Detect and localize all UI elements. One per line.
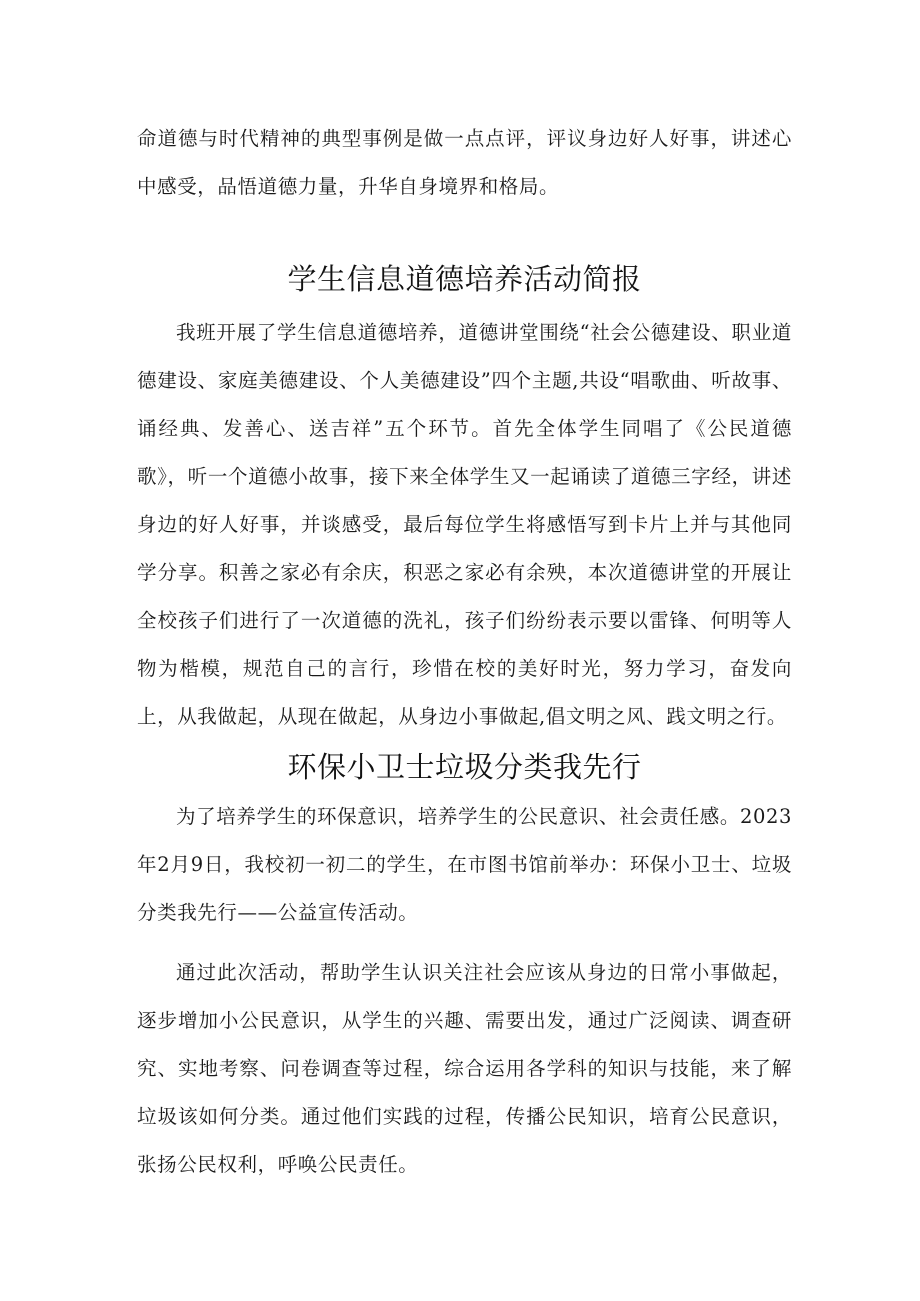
section-paragraph-moral-education: 我班开展了学生信息道德培养，道德讲堂围绕“社会公德建设、职业道德建设、家庭美德建设、个人美德建设”四个主题,共设“唱歌曲、听故事、诵经典、发善心、送吉祥”五个环节。首先全体学生同唱了《公民道德歌》，听一个道德小故事，接下来全体学生又一起诵读了道德三字经，讲述身边的好人好事，并谈感受，最后每位学生将感悟写到卡片上并与其他同学分享。积善之家必有余庆，积恶之家必有余殃，本次道德讲堂的开展让全校孩子们进行了一次道德的洗礼，孩子们纷纷表示要以雷锋、何明等人物为楷模，规范自己的言行，珍惜在校的美好时光，努力学习，奋发向上，从我做起，从现在做起，从身边小事做起,倡文明之风、践文明之行。	[137, 321, 792, 728]
intro-paragraph: 命道德与时代精神的典型事例是做一点点评，评议身边好人好事，讲述心中感受，品悟道德力量，升华自身境界和格局。	[137, 127, 792, 198]
section-paragraph-garbage-sorting-2: 通过此次活动，帮助学生认识关注社会应该从身边的日常小事做起，逐步增加小公民意识，从学生的兴趣、需要出发，通过广泛阅读、调查研究、实地考察、问卷调查等过程，综合运用各学科的知识与技能，来了解垃圾该如何分类。通过他们实践的过程，传播公民知识，培育公民意识，张扬公民权利，呼唤公民责任。	[137, 961, 792, 1176]
document-body	[137, 115, 792, 1189]
section-title-garbage-sorting: 环保小卫士垃圾分类我先行	[287, 750, 642, 784]
section-title-moral-education: 学生信息道德培养活动简报	[287, 262, 642, 296]
section-paragraph-garbage-sorting-1: 为了培养学生的环保意识，培养学生的公民意识、社会责任感。2023年2月9日，我校初一初二的学生，在市图书馆前举办：环保小卫士、垃圾分类我先行——公益宣传活动。	[137, 805, 792, 924]
